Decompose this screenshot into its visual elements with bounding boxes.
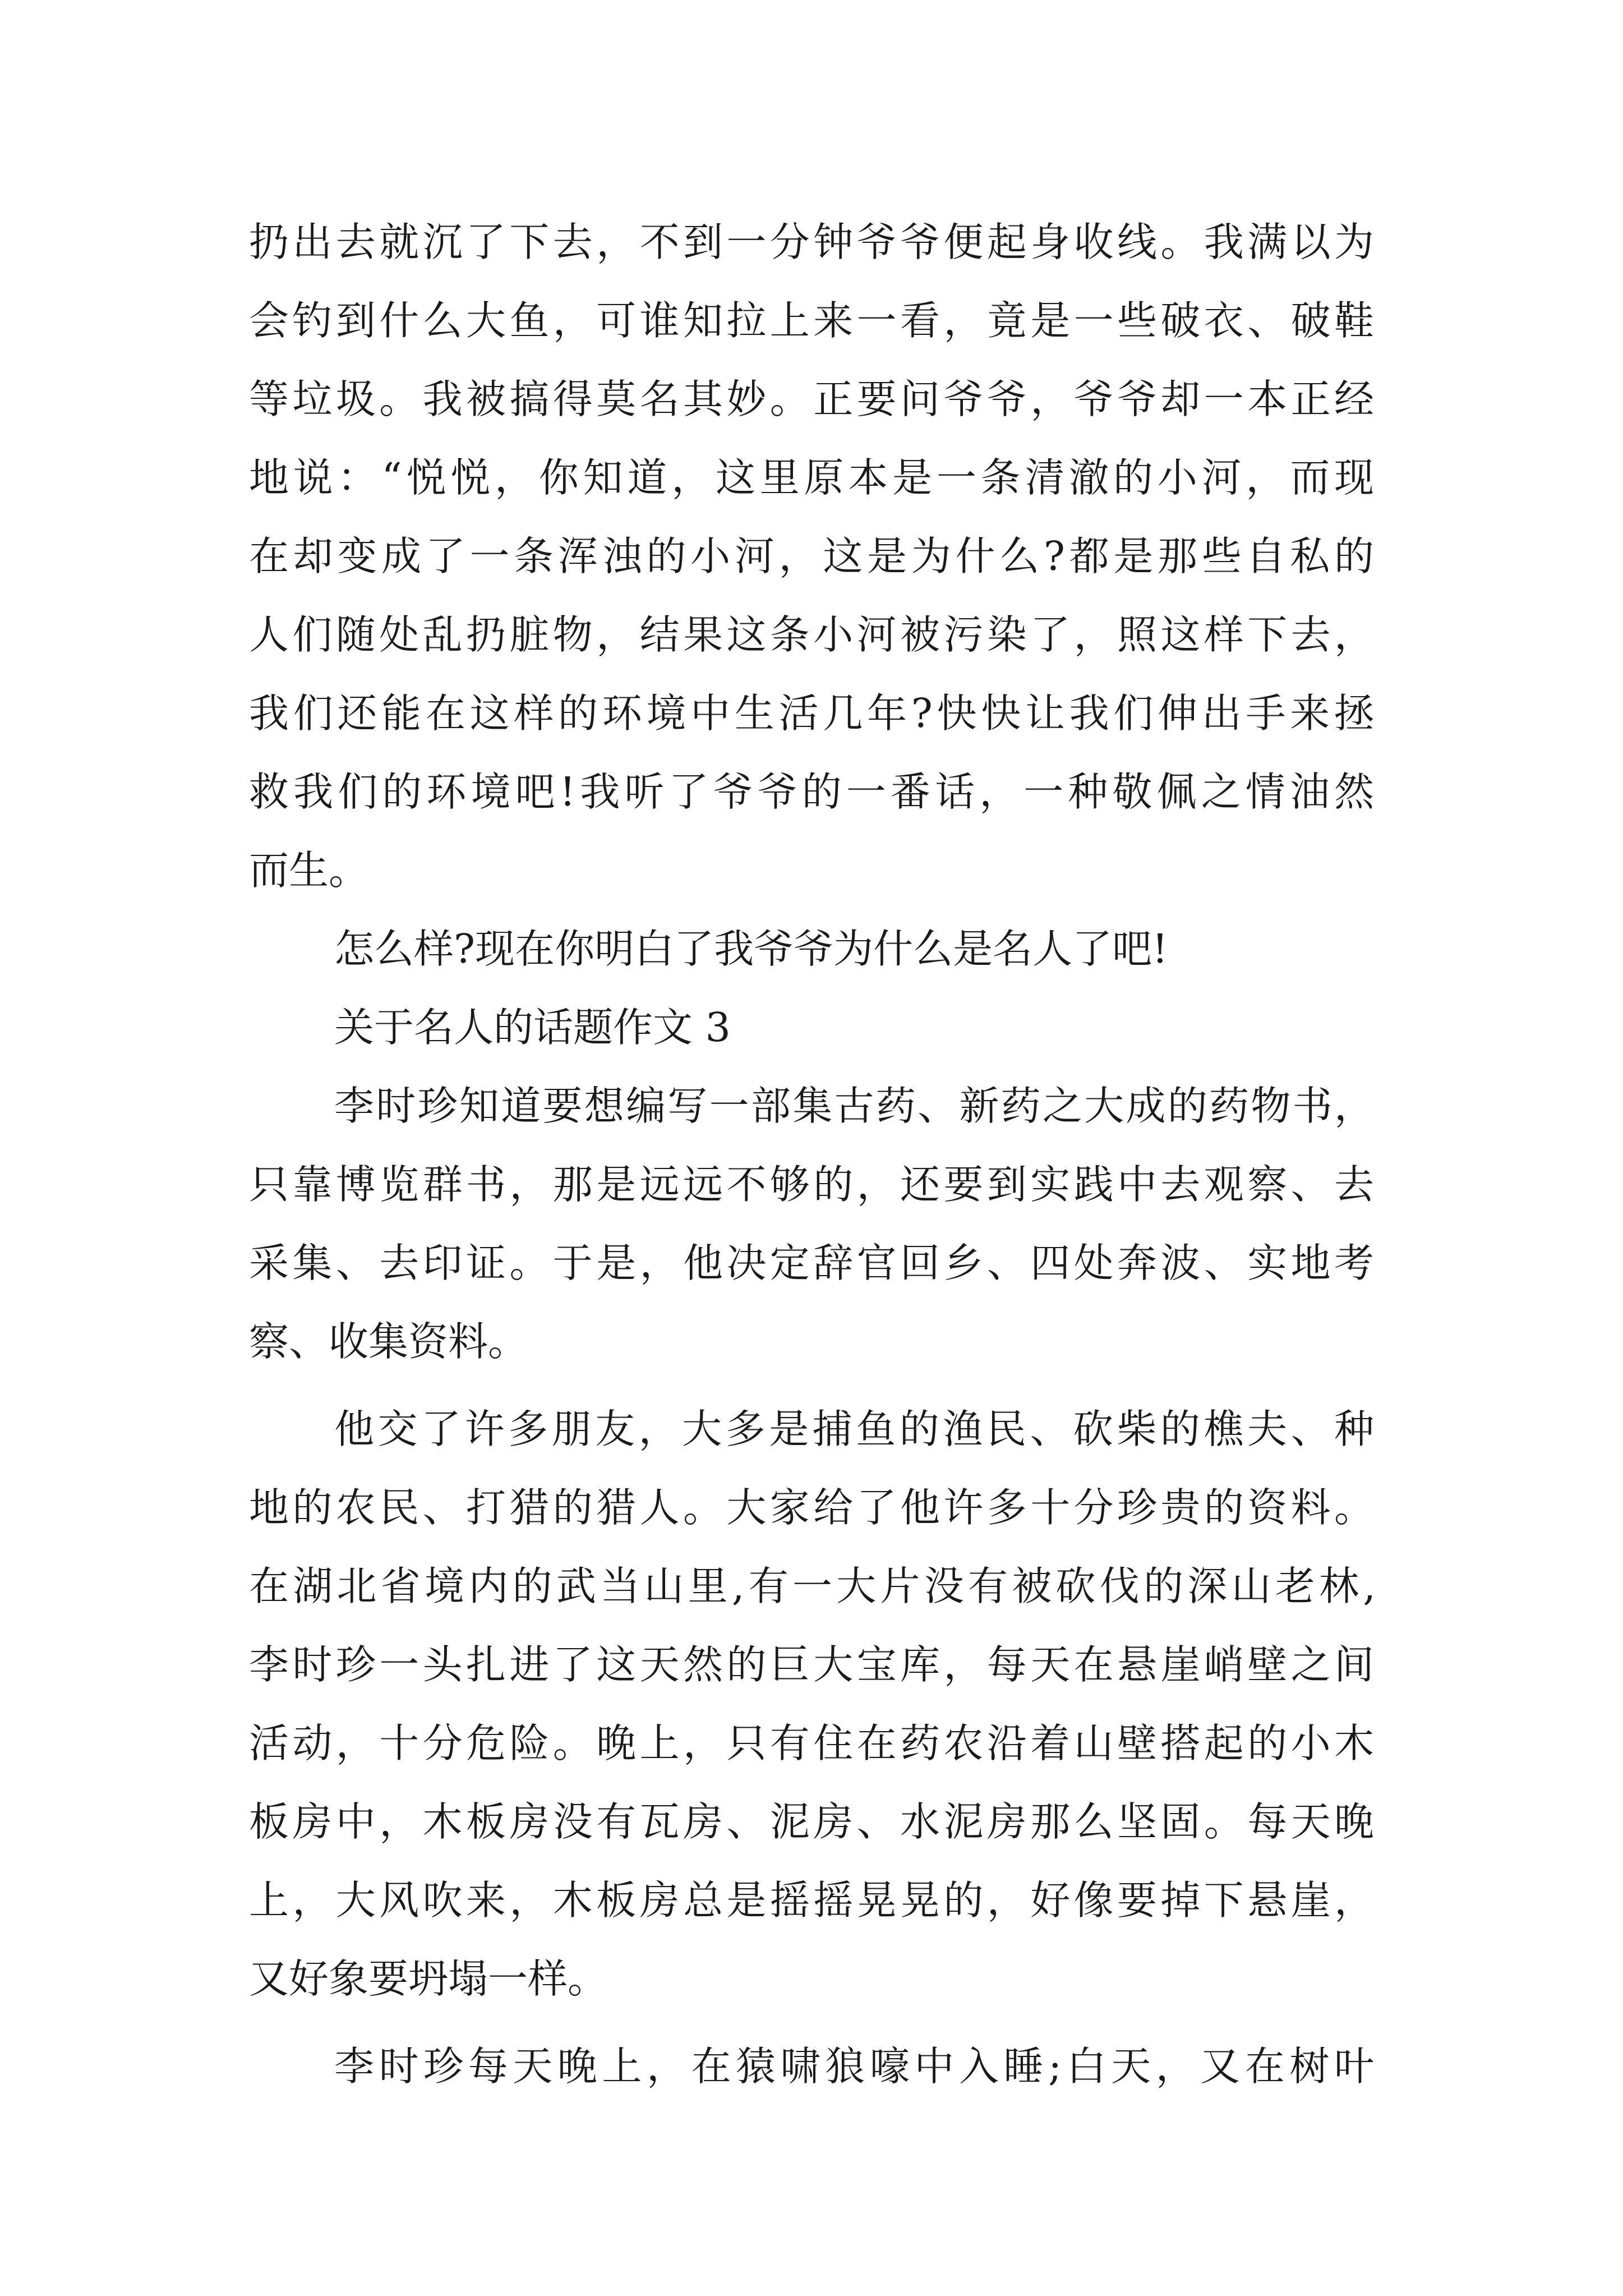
text-line: 活动，十分危险。晚上，只有住在药农沿着山壁搭起的小木 (249, 1720, 1374, 1766)
text-line: 救我们的环境吧!我听了爷爷的一番话，一种敬佩之情油然 (249, 769, 1374, 815)
text-line: 人们随处乱扔脏物，结果这条小河被污染了，照这样下去， (249, 611, 1374, 658)
text-line: 采集、去印证。于是，他决定辞官回乡、四处奔波、实地考 (249, 1240, 1374, 1286)
text-line: 只靠博览群书，那是远远不够的，还要到实践中去观察、去 (249, 1161, 1374, 1208)
text-line: 在却变成了一条浑浊的小河，这是为什么?都是那些自私的 (249, 533, 1374, 579)
text-line: 他交了许多朋友，大多是捕鱼的渔民、砍柴的樵夫、种 (334, 1406, 1374, 1452)
text-line: 李时珍知道要想编写一部集古药、新药之大成的药物书， (334, 1083, 1374, 1129)
text-line: 扔出去就沉了下去，不到一分钟爷爷便起身收线。我满以为 (249, 219, 1374, 265)
text-line: 而生。 (249, 847, 369, 894)
text-line: 等垃圾。我被搞得莫名其妙。正要问爷爷，爷爷却一本正经 (249, 376, 1374, 422)
paragraph-gap (249, 1381, 1374, 1390)
text-line: 怎么样?现在你明白了我爷爷为什么是名人了吧! (334, 926, 1168, 972)
text-line: 上，大风吹来，木板房总是摇摇晃晃的，好像要掉下悬崖， (249, 1877, 1374, 1924)
text-line: 在湖北省境内的武当山里,有一大片没有被砍伐的深山老林, (249, 1563, 1374, 1609)
text-line: 地说：“悦悦，你知道，这里原本是一条清澈的小河，而现 (249, 454, 1374, 501)
text-line: 又好象要坍塌一样。 (249, 1955, 608, 2002)
text-line: 地的农民、打猎的猎人。大家给了他许多十分珍贵的资料。 (249, 1484, 1374, 1531)
text-line: 李时珍一头扎进了这天然的巨大宝库，每天在悬崖峭壁之间 (249, 1641, 1374, 1688)
text-line: 李时珍每天晚上，在猿啸狼嚎中入睡;白天，又在树叶 (334, 2043, 1374, 2090)
text-line: 会钓到什么大鱼，可谁知拉上来一看，竟是一些破衣、破鞋 (249, 297, 1374, 344)
text-line: 板房中，木板房没有瓦房、泥房、水泥房那么坚固。每天晚 (249, 1798, 1374, 1845)
section-heading: 关于名人的话题作文 3 (334, 1004, 731, 1051)
text-line: 我们还能在这样的环境中生活几年?快快让我们伸出手来拯 (249, 690, 1374, 737)
document-body (249, 203, 1374, 2106)
paragraph-gap (249, 2018, 1374, 2027)
text-line: 察、收集资料。 (249, 1318, 528, 1365)
